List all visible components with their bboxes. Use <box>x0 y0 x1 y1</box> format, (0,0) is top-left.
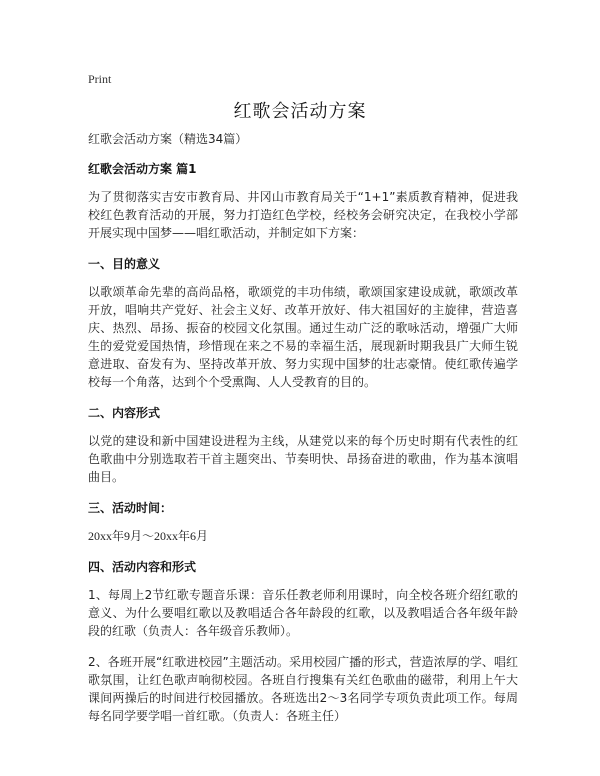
section-heading-activity-content: 四、活动内容和形式 <box>88 560 197 574</box>
section-heading-activity-time: 三、活动时间： <box>88 501 173 515</box>
activity-time-value: 20xx年9月～20xx年6月 <box>88 529 209 543</box>
section-paragraph-purpose: 以歌颂革命先辈的高尚品格，歌颂党的丰功伟绩，歌颂国家建设成就，歌颂改革开放，唱响共产党好、社会主义好、改革开放好、伟大祖国好的主旋律，营造喜庆、热烈、昂扬、振奋的校园文化氛围。通过生动广泛的歌咏活动，增强广大师生的爱党爱国热情，珍惜现在来之不易的幸福生活，展现新时期我县广大师生锐意进取、奋发有为、坚持改革开放、努力实现中国梦的壮志豪情。使红歌传遍学校每一个角落，达到个个受熏陶、人人受教育的目的。 <box>88 285 518 389</box>
document-title: 红歌会活动方案 <box>233 101 367 122</box>
document-body <box>88 130 518 738</box>
section-heading-purpose: 一、目的意义 <box>88 257 161 271</box>
document-subtitle: 红歌会活动方案（精选34篇） <box>88 132 248 146</box>
activity-item-1: 1、每周上2节红歌专题音乐课：音乐任教老师利用课时，向全校各班介绍红歌的意义、为什么要唱红歌以及教唱适合各年龄段的红歌，以及教唱适合各年级年龄段的红歌（负责人：各年级音乐教师）。 <box>88 588 518 638</box>
section-heading-content-form: 二、内容形式 <box>88 406 161 420</box>
print-label[interactable]: Print <box>88 72 112 86</box>
intro-paragraph: 为了贯彻落实吉安市教育局、井冈山市教育局关于“1+1”素质教育精神，促进我校红色教育活动的开展，努力打造红色学校，经校务会研究决定，在我校小学部开展实现中国梦——唱红歌活动，并制定如下方案： <box>88 190 518 240</box>
article-heading: 红歌会活动方案 篇1 <box>88 162 197 176</box>
activity-item-2: 2、各班开展“红歌进校园”主题活动。采用校园广播的形式，营造浓厚的学、唱红歌氛围，让红色歌声响彻校园。各班自行搜集有关红色歌曲的磁带，利用上午大课间两操后的时间进行校园播放。各班选出2～3名同学专项负责此项工作。每周每名同学要学唱一首红歌。（负责人：各班主任） <box>88 655 518 723</box>
section-paragraph-content-form: 以党的建设和新中国建设进程为主线，从建党以来的每个历史时期有代表性的红色歌曲中分别选取若干首主题突出、节奏明快、昂扬奋进的歌曲，作为基本演唱曲目。 <box>88 434 518 484</box>
